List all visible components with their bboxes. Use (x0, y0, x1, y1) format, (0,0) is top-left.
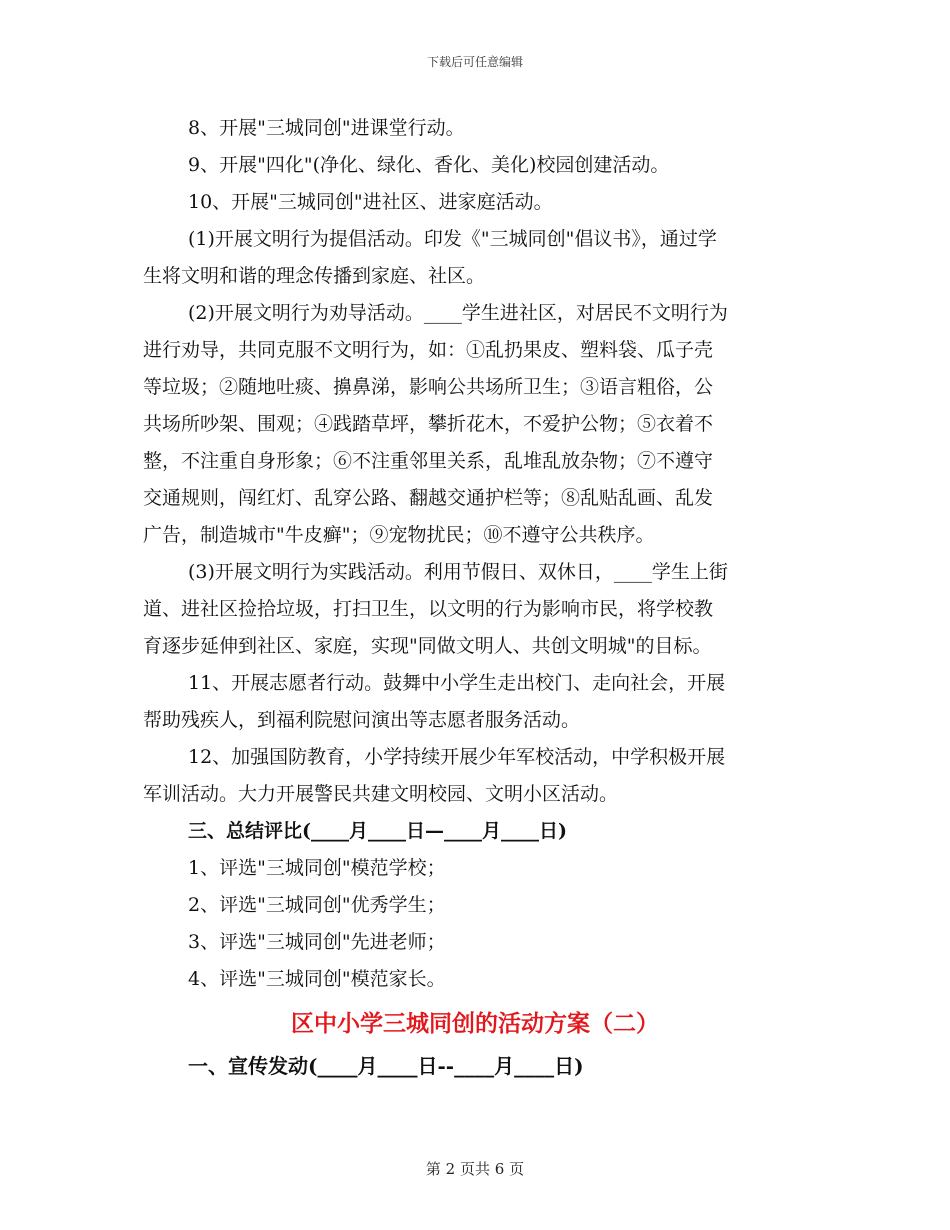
text-line: 9、开展"四化"(净化、绿化、香化、美化)校园创建活动。 (188, 154, 670, 176)
text-line: 帮助残疾人，到福利院慰问演出等志愿者服务活动。 (143, 709, 581, 731)
text-line: (3)开展文明行为实践活动。利用节假日、双休日，____学生上街 (188, 561, 728, 583)
paragraph (143, 887, 807, 924)
text-line: 1、评选"三城同创"模范学校； (188, 857, 446, 879)
text-line: 等垃圾；②随地吐痰、擤鼻涕，影响公共场所卫生；③语言粗俗，公 (143, 376, 714, 398)
paragraph (143, 554, 807, 665)
text-line: (1)开展文明行为提倡活动。印发《"三城同创"倡议书》，通过学 (188, 228, 717, 250)
paragraph (143, 739, 807, 813)
paragraph (143, 961, 807, 998)
text-line: (2)开展文明行为劝导活动。____学生进社区，对居民不文明行为 (188, 302, 728, 324)
text-line: 12、加强国防教育，小学持续开展少年军校活动，中学积极开展 (188, 746, 726, 768)
paragraph (143, 295, 807, 554)
text-line: 育逐步延伸到社区、家庭，实现"同做文明人、共创文明城"的目标。 (143, 635, 712, 657)
paragraph (143, 665, 807, 739)
text-line: 2、评选"三城同创"优秀学生； (188, 894, 446, 916)
text-line: 交通规则，闯红灯、乱穿公路、翻越交通护栏等；⑧乱贴乱画、乱发 (143, 487, 714, 509)
paragraph (143, 813, 807, 850)
section-title: 区中小学三城同创的活动方案（二） (291, 1010, 659, 1037)
text-line: 道、进社区捡拾垃圾，打扫卫生，以文明的行为影响市民，将学校教 (143, 598, 714, 620)
text-line: 广告，制造城市"牛皮癣"；⑨宠物扰民；⑩不遵守公共秩序。 (143, 524, 655, 546)
paragraph (143, 147, 807, 184)
paragraph (143, 850, 807, 887)
text-line: 生将文明和谐的理念传播到家庭、社区。 (143, 265, 486, 287)
text-line: 整，不注重自身形象；⑥不注重邻里关系，乱堆乱放杂物；⑦不遵守 (143, 450, 714, 472)
paragraph (143, 221, 807, 295)
text-line: 8、开展"三城同创"进课堂行动。 (188, 117, 465, 139)
paragraph (143, 184, 807, 221)
text-line: 10、开展"三城同创"进社区、进家庭活动。 (188, 191, 553, 213)
section-heading: 三、总结评比(____月____日—____月____日) (188, 820, 567, 842)
paragraph (143, 924, 807, 961)
text-line: 军训活动。大力开展警民共建文明校园、文明小区活动。 (143, 783, 619, 805)
paragraph (143, 110, 807, 147)
heading-publicity: 一、宣传发动(____月____日--____月____日) (188, 1054, 584, 1078)
text-line: 11、开展志愿者行动。鼓舞中小学生走出校门、走向社会，开展 (188, 672, 726, 694)
text-line: 3、评选"三城同创"先进老师； (188, 931, 446, 953)
document-body (143, 110, 807, 1086)
page-header: 下载后可任意编辑 (426, 55, 523, 69)
text-line: 共场所吵架、围观；④践踏草坪，攀折花木，不爱护公物；⑤衣着不 (143, 413, 714, 435)
text-line: 4、评选"三城同创"模范家长。 (188, 968, 446, 990)
text-line: 进行劝导，共同克服不文明行为，如：①乱扔果皮、塑料袋、瓜子壳 (143, 339, 714, 361)
page-footer: 第 2 页共 6 页 (425, 1160, 525, 1178)
